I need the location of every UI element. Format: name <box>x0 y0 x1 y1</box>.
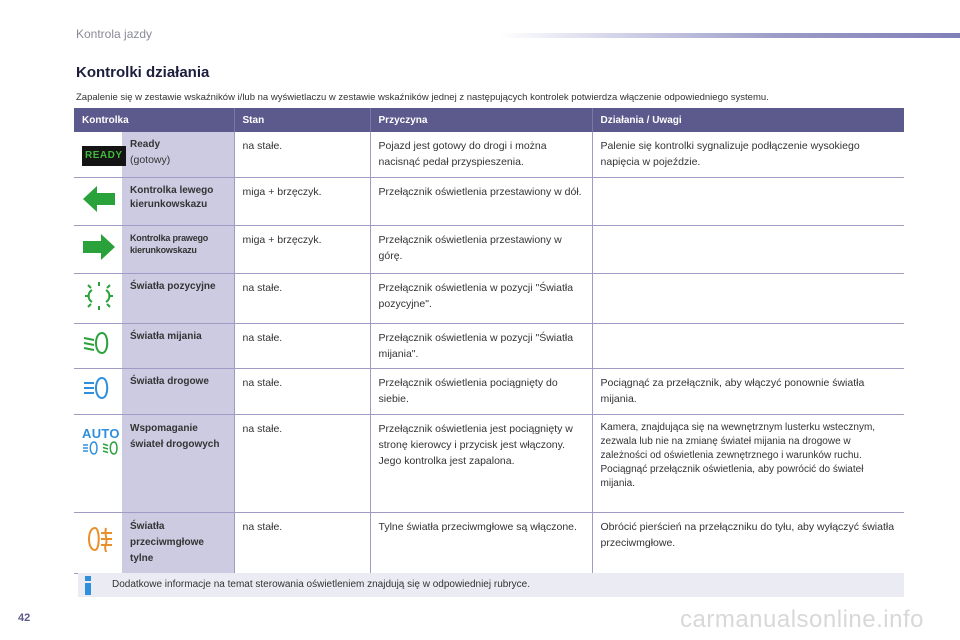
cause-cell: Pojazd jest gotowy do drogi i można nacisnąć pedał przyspieszenia. <box>370 132 592 177</box>
icon-cell <box>74 368 122 414</box>
arrow-right-icon <box>82 232 116 262</box>
icon-cell <box>74 414 122 512</box>
rear-fog-icon <box>82 525 116 555</box>
table-row <box>74 368 904 414</box>
action-cell <box>592 323 904 368</box>
action-cell <box>592 273 904 323</box>
action-cell <box>592 225 904 273</box>
warning-light-name: Kontrolka prawego kierunkowskazu <box>122 225 234 273</box>
arrow-left-icon <box>82 184 116 214</box>
watermark: carmanualsonline.info <box>680 606 924 633</box>
info-note <box>78 573 904 597</box>
icon-cell <box>74 177 122 225</box>
action-cell: Palenie się kontrolki sygnalizuje podłączenie wysokiego napięcia w pojeździe. <box>592 132 904 177</box>
state-cell: na stałe. <box>234 323 370 368</box>
cause-cell: Przełącznik oświetlenia w pozycji "Światła mijania". <box>370 323 592 368</box>
col-header-state: Stan <box>234 108 370 132</box>
cause-cell: Przełącznik oświetlenia przestawiony w dół. <box>370 177 592 225</box>
state-cell: na stałe. <box>234 273 370 323</box>
auto-beam-icon <box>82 441 122 455</box>
warning-light-name: Wspomaganie świateł drogowych <box>122 414 234 512</box>
table-row <box>74 512 904 573</box>
table-row <box>74 323 904 368</box>
col-header-action: Działania / Uwagi <box>592 108 904 132</box>
warning-light-name: Światła pozycyjne <box>122 273 234 323</box>
col-header-warning-light: Kontrolka <box>74 108 234 132</box>
cause-cell: Przełącznik oświetlenia przestawiony w górę. <box>370 225 592 273</box>
page-number: 42 <box>18 612 31 624</box>
warning-light-name: Kontrolka lewego kierunkowskazu <box>122 177 234 225</box>
state-cell: na stałe. <box>234 414 370 512</box>
state-cell: na stałe. <box>234 512 370 573</box>
action-cell: Obrócić pierścień na przełączniku do tyłu, aby wyłączyć światła przeciwmgłowe. <box>592 512 904 573</box>
table-header-row <box>74 108 904 132</box>
table-row <box>74 132 904 177</box>
dipped-beam-icon <box>82 330 116 356</box>
table-row <box>74 414 904 512</box>
intro-text: Zapalenie się w zestawie wskaźników i/lub na wyświetlaczu w zestawie wskaźników jednej z następujących kontrolek potwierdza włączenie odpowiedniego systemu. <box>76 92 769 103</box>
icon-cell <box>74 512 122 573</box>
state-cell: miga + brzęczyk. <box>234 225 370 273</box>
state-cell: miga + brzęczyk. <box>234 177 370 225</box>
state-cell: na stałe. <box>234 132 370 177</box>
cause-cell: Przełącznik oświetlenia w pozycji "Światła pozycyjne". <box>370 273 592 323</box>
table-row <box>74 177 904 225</box>
info-note-text: Dodatkowe informacje na temat sterowania oświetleniem znajdują się w odpowiedniej rubryce. <box>112 579 530 590</box>
main-beam-icon <box>82 375 116 401</box>
icon-cell <box>74 273 122 323</box>
col-header-cause: Przyczyna <box>370 108 592 132</box>
icon-cell <box>74 323 122 368</box>
cause-cell: Tylne światła przeciwmgłowe są włączone. <box>370 512 592 573</box>
sidelight-icon <box>82 280 116 312</box>
action-cell: Pociągnąć za przełącznik, aby włączyć ponownie światła mijania. <box>592 368 904 414</box>
page-title: Kontrolki działania <box>76 64 210 81</box>
cause-cell: Przełącznik oświetlenia jest pociągnięty w stronę kierowcy i przycisk jest włączony. Jego kontrolka jest zapalona. <box>370 414 592 512</box>
warning-light-name: Światła przeciwmgłowe tylne <box>122 512 234 573</box>
table-row <box>74 225 904 273</box>
cause-cell: Przełącznik oświetlenia pociągnięty do siebie. <box>370 368 592 414</box>
auto-icon: AUTO <box>82 425 120 441</box>
icon-cell <box>74 225 122 273</box>
icon-cell <box>74 132 122 177</box>
warning-light-name: Światła drogowe <box>122 368 234 414</box>
ready-icon: READY <box>82 146 126 166</box>
action-cell <box>592 177 904 225</box>
header-decoration-bar <box>500 33 960 38</box>
warning-light-name: Ready (gotowy) <box>122 132 234 177</box>
warning-lights-table <box>74 108 904 574</box>
table-row <box>74 273 904 323</box>
state-cell: na stałe. <box>234 368 370 414</box>
info-icon <box>84 576 92 596</box>
section-header: Kontrola jazdy <box>76 27 153 41</box>
warning-light-name: Światła mijania <box>122 323 234 368</box>
action-cell: Kamera, znajdująca się na wewnętrznym lusterku wstecznym, zezwala lub nie na zmianę świateł mijania na drogowe w zależności od oświetlenia zewnętrznego i warunków ruchu. Pociągnąć przełącznik oświetlenia, aby powrócić do świateł mijania. <box>592 414 904 512</box>
